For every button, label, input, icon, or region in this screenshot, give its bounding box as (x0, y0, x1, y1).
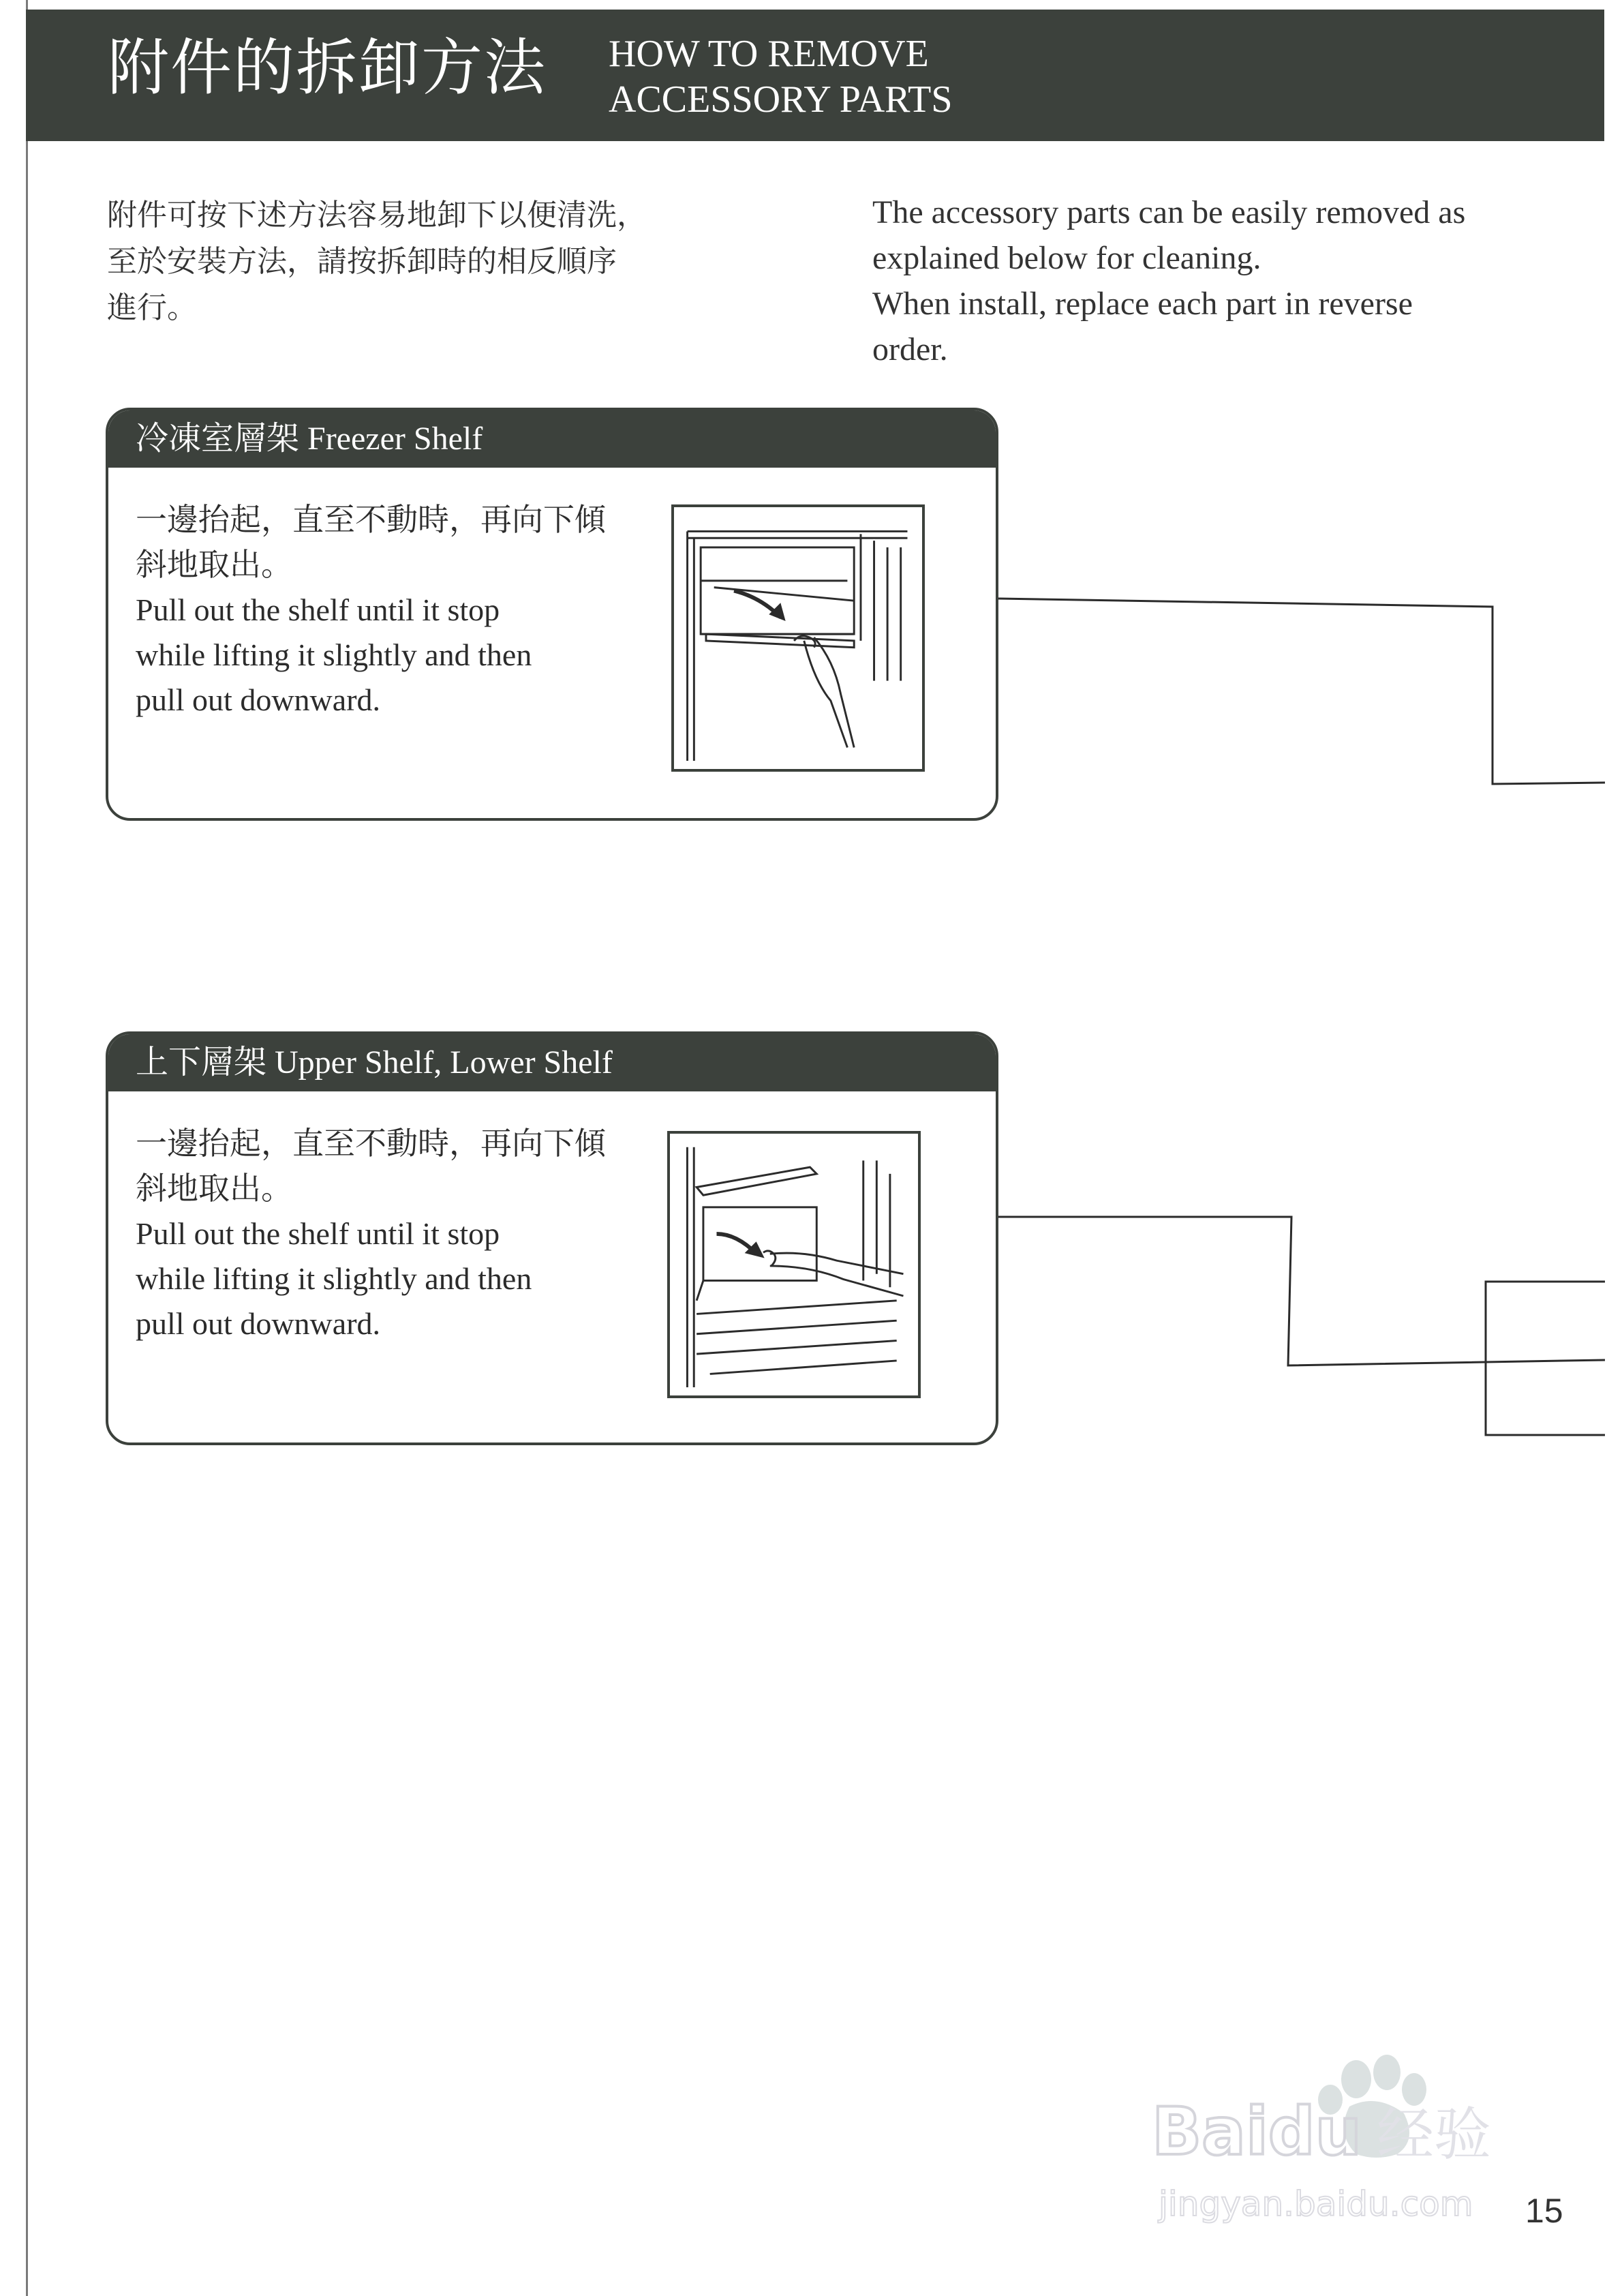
freezer-shelf-title: 冷凍室層架 Freezer Shelf (108, 410, 996, 468)
upper-connector-line (998, 1217, 1605, 1365)
intro-zh-line: 進行。 (107, 291, 197, 324)
instruction-en-line: Pull out the shelf until it stop (136, 1216, 500, 1251)
instruction-en-line: Pull out the shelf until it stop (136, 592, 500, 627)
instruction-zh-line: 斜地取出。 (136, 547, 292, 582)
instruction-en-line: pull out downward. (136, 1306, 381, 1341)
instruction-zh-line: 一邊抬起，直至不動時，再向下傾 (136, 502, 606, 537)
page-number: 15 (1525, 2192, 1563, 2230)
instruction-zh-line: 斜地取出。 (136, 1171, 292, 1206)
lower-connector-line (1486, 1282, 1605, 1435)
instruction-en-line: while lifting it slightly and then (136, 637, 532, 672)
intro-en-line: explained below for cleaning. (872, 240, 1261, 276)
header-title-en-line2: ACCESSORY PARTS (609, 78, 953, 121)
freezer-connector-line (998, 599, 1605, 784)
instruction-zh-line: 一邊抬起，直至不動時，再向下傾 (136, 1126, 606, 1161)
upper-lower-shelf-title: 上下層架 Upper Shelf, Lower Shelf (108, 1034, 996, 1091)
watermark-url: jingyan.baidu.com (1159, 2184, 1473, 2224)
watermark-brand-suffix: 经验 (1377, 2101, 1492, 2168)
baidu-watermark-logo (1152, 2052, 1533, 2229)
intro-zh-line: 附件可按下述方法容易地卸下以便清洗， (107, 198, 647, 232)
instruction-en-line: while lifting it slightly and then (136, 1261, 532, 1296)
watermark-brand: Baidu (1152, 2094, 1362, 2170)
header-title-zh: 附件的拆卸方法 (108, 35, 547, 102)
instruction-en-line: pull out downward. (136, 682, 381, 717)
header-title-en-line1: HOW TO REMOVE (609, 33, 929, 75)
intro-en-line: order. (872, 331, 948, 367)
intro-zh-line: 至於安裝方法，請按拆卸時的相反順序 (107, 245, 617, 278)
intro-en-line: When install, replace each part in reverse (872, 286, 1413, 322)
intro-en-line: The accessory parts can be easily removed as (872, 194, 1466, 230)
